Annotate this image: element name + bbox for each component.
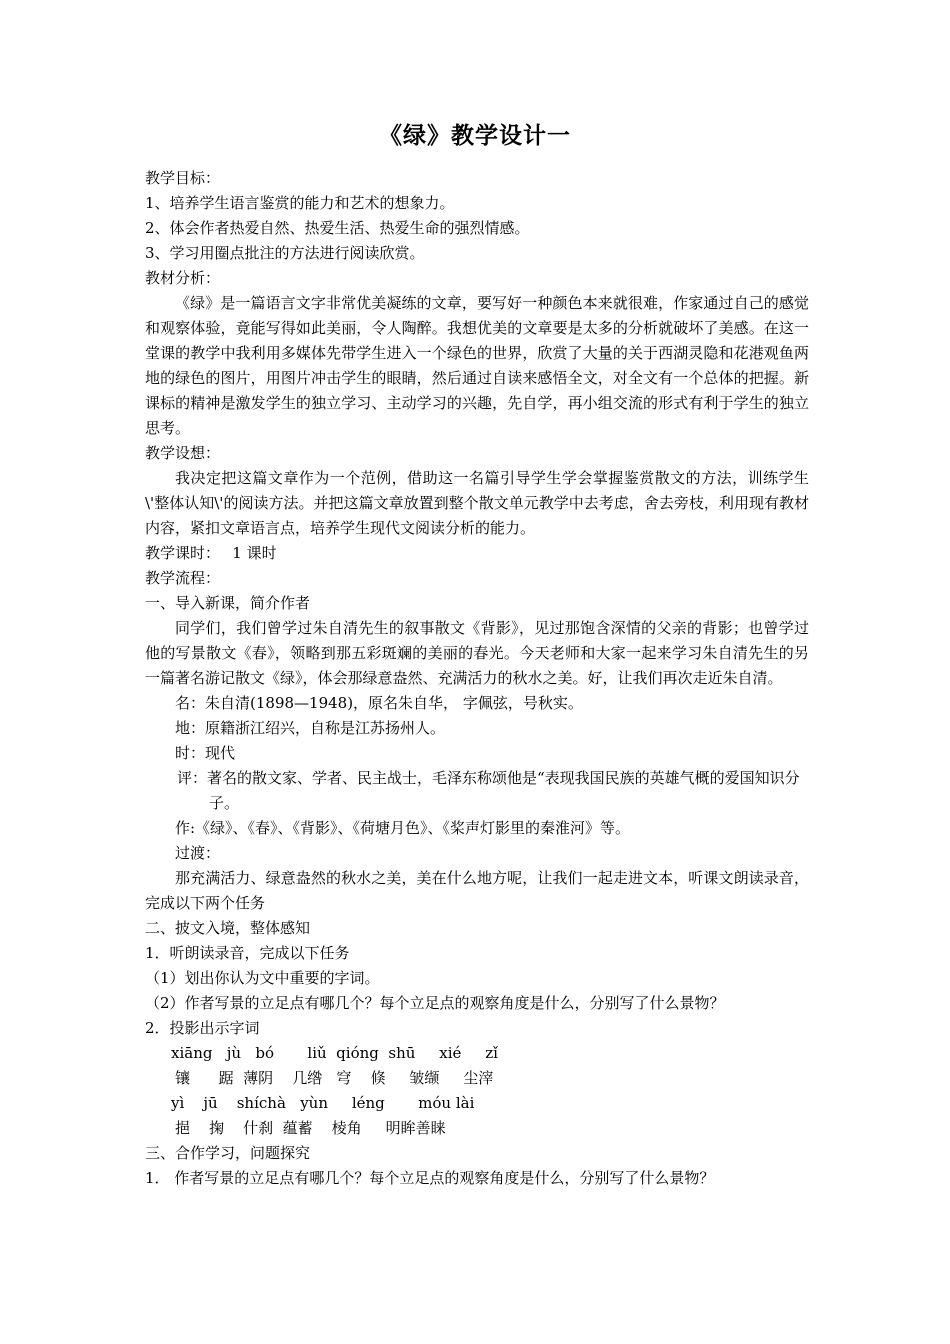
document-body bbox=[145, 166, 809, 1191]
author-works: 作:《绿》、《春》、《背影》、《荷塘月色》、《桨声灯影里的秦淮河》等。 bbox=[175, 819, 631, 837]
task-1-a: （1）划出你认为文中重要的字词。 bbox=[145, 969, 380, 987]
pinyin-row: xiāng jù bó liǔ qióng shū xié zǐ bbox=[171, 1044, 498, 1062]
concept-paragraph: 我决定把这篇文章作为一个范例，借助这一名篇引导学生学会掌握鉴赏散文的方法，训练学生\'整体认知\'的阅读方法。并把这篇文章放置到整个散文单元教学中去考虑，舍去旁枝，利用现有教材内容，紧扣文章语言点，培养学生现代文阅读分析的能力。 bbox=[145, 469, 809, 537]
question-1: 1． 作者写景的立足点有哪几个？每个立足点的观察角度是什么，分别写了什么景物？ bbox=[145, 1169, 715, 1187]
task-1-b: （2）作者写景的立足点有哪几个？每个立足点的观察角度是什么，分别写了什么景物？ bbox=[145, 994, 725, 1012]
flow-heading: 教学流程： bbox=[145, 569, 221, 587]
section3-heading: 三、合作学习，问题探究 bbox=[145, 1144, 311, 1162]
teaching-hours: 教学课时： 1 课时 bbox=[145, 544, 277, 562]
chars-row: 镶 踞 薄阴 几绺 穹 倏 皱缬 尘滓 bbox=[175, 1069, 494, 1087]
author-review: 评：著名的散文家、学者、民主战士，毛泽东称颂他是“表现我国民族的英雄气概的爱国知识分子。 bbox=[177, 769, 800, 812]
author-era: 时：现代 bbox=[175, 744, 236, 762]
section2-heading: 二、披文入境，整体感知 bbox=[145, 919, 311, 937]
pinyin-row: yì jū shíchà yùn léng móu lài bbox=[171, 1094, 475, 1112]
objective-item: 1、培养学生语言鉴赏的能力和艺术的想象力。 bbox=[145, 194, 455, 212]
section1-heading: 一、导入新课，简介作者 bbox=[145, 594, 311, 612]
objectives-heading: 教学目标： bbox=[145, 169, 221, 187]
author-place: 地：原籍浙江绍兴，自称是江苏扬州人。 bbox=[175, 719, 446, 737]
analysis-heading: 教材分析： bbox=[145, 269, 221, 287]
objective-item: 3、学习用圈点批注的方法进行阅读欣赏。 bbox=[145, 244, 425, 262]
author-name: 名：朱自清(1898—1948)，原名朱自华， 字佩弦，号秋实。 bbox=[175, 694, 583, 712]
chars-row: 挹 掬 什刹 蕴蓄 棱角 明眸善睐 bbox=[175, 1119, 446, 1137]
analysis-paragraph: 《绿》是一篇语言文字非常优美凝练的文章，要写好一种颜色本来就很难，作家通过自己的感觉和观察体验，竟能写得如此美丽，令人陶醉。我想优美的文章要是太多的分析就破坏了美感。在这一堂课的教学中我利用多媒体先带学生进入一个绿色的世界，欣赏了大量的关于西湖灵隐和花港观鱼两地的绿色的图片，用图片冲击学生的眼睛，然后通过自读来感悟全文，对全文有一个总体的把握。新课标的精神是激发学生的独立学习、主动学习的兴趣，先自学，再小组交流的形式有利于学生的独立思考。 bbox=[145, 294, 809, 437]
task-1: 1．听朗读录音，完成以下任务 bbox=[145, 944, 350, 962]
concept-heading: 教学设想： bbox=[145, 444, 221, 462]
page-title: 《绿》教学设计一 bbox=[379, 122, 571, 149]
transition-label: 过渡： bbox=[175, 844, 221, 862]
task-2: 2．投影出示字词 bbox=[145, 1019, 260, 1037]
transition-paragraph: 那充满活力、绿意盎然的秋水之美，美在什么地方呢，让我们一起走进文本，听课文朗读录音，完成以下两个任务 bbox=[145, 869, 809, 912]
objective-item: 2、体会作者热爱自然、热爱生活、热爱生命的强烈情感。 bbox=[145, 219, 530, 237]
section1-intro: 同学们，我们曾学过朱自清先生的叙事散文《背影》，见过那饱含深情的父亲的背影；也曾学过他的写景散文《春》，领略到那五彩斑斓的美丽的春光。今天老师和大家一起来学习朱自清先生的另一篇著名游记散文《绿》，体会那绿意盎然、充满活力的秋水之美。好，让我们再次走近朱自清。 bbox=[145, 619, 809, 687]
